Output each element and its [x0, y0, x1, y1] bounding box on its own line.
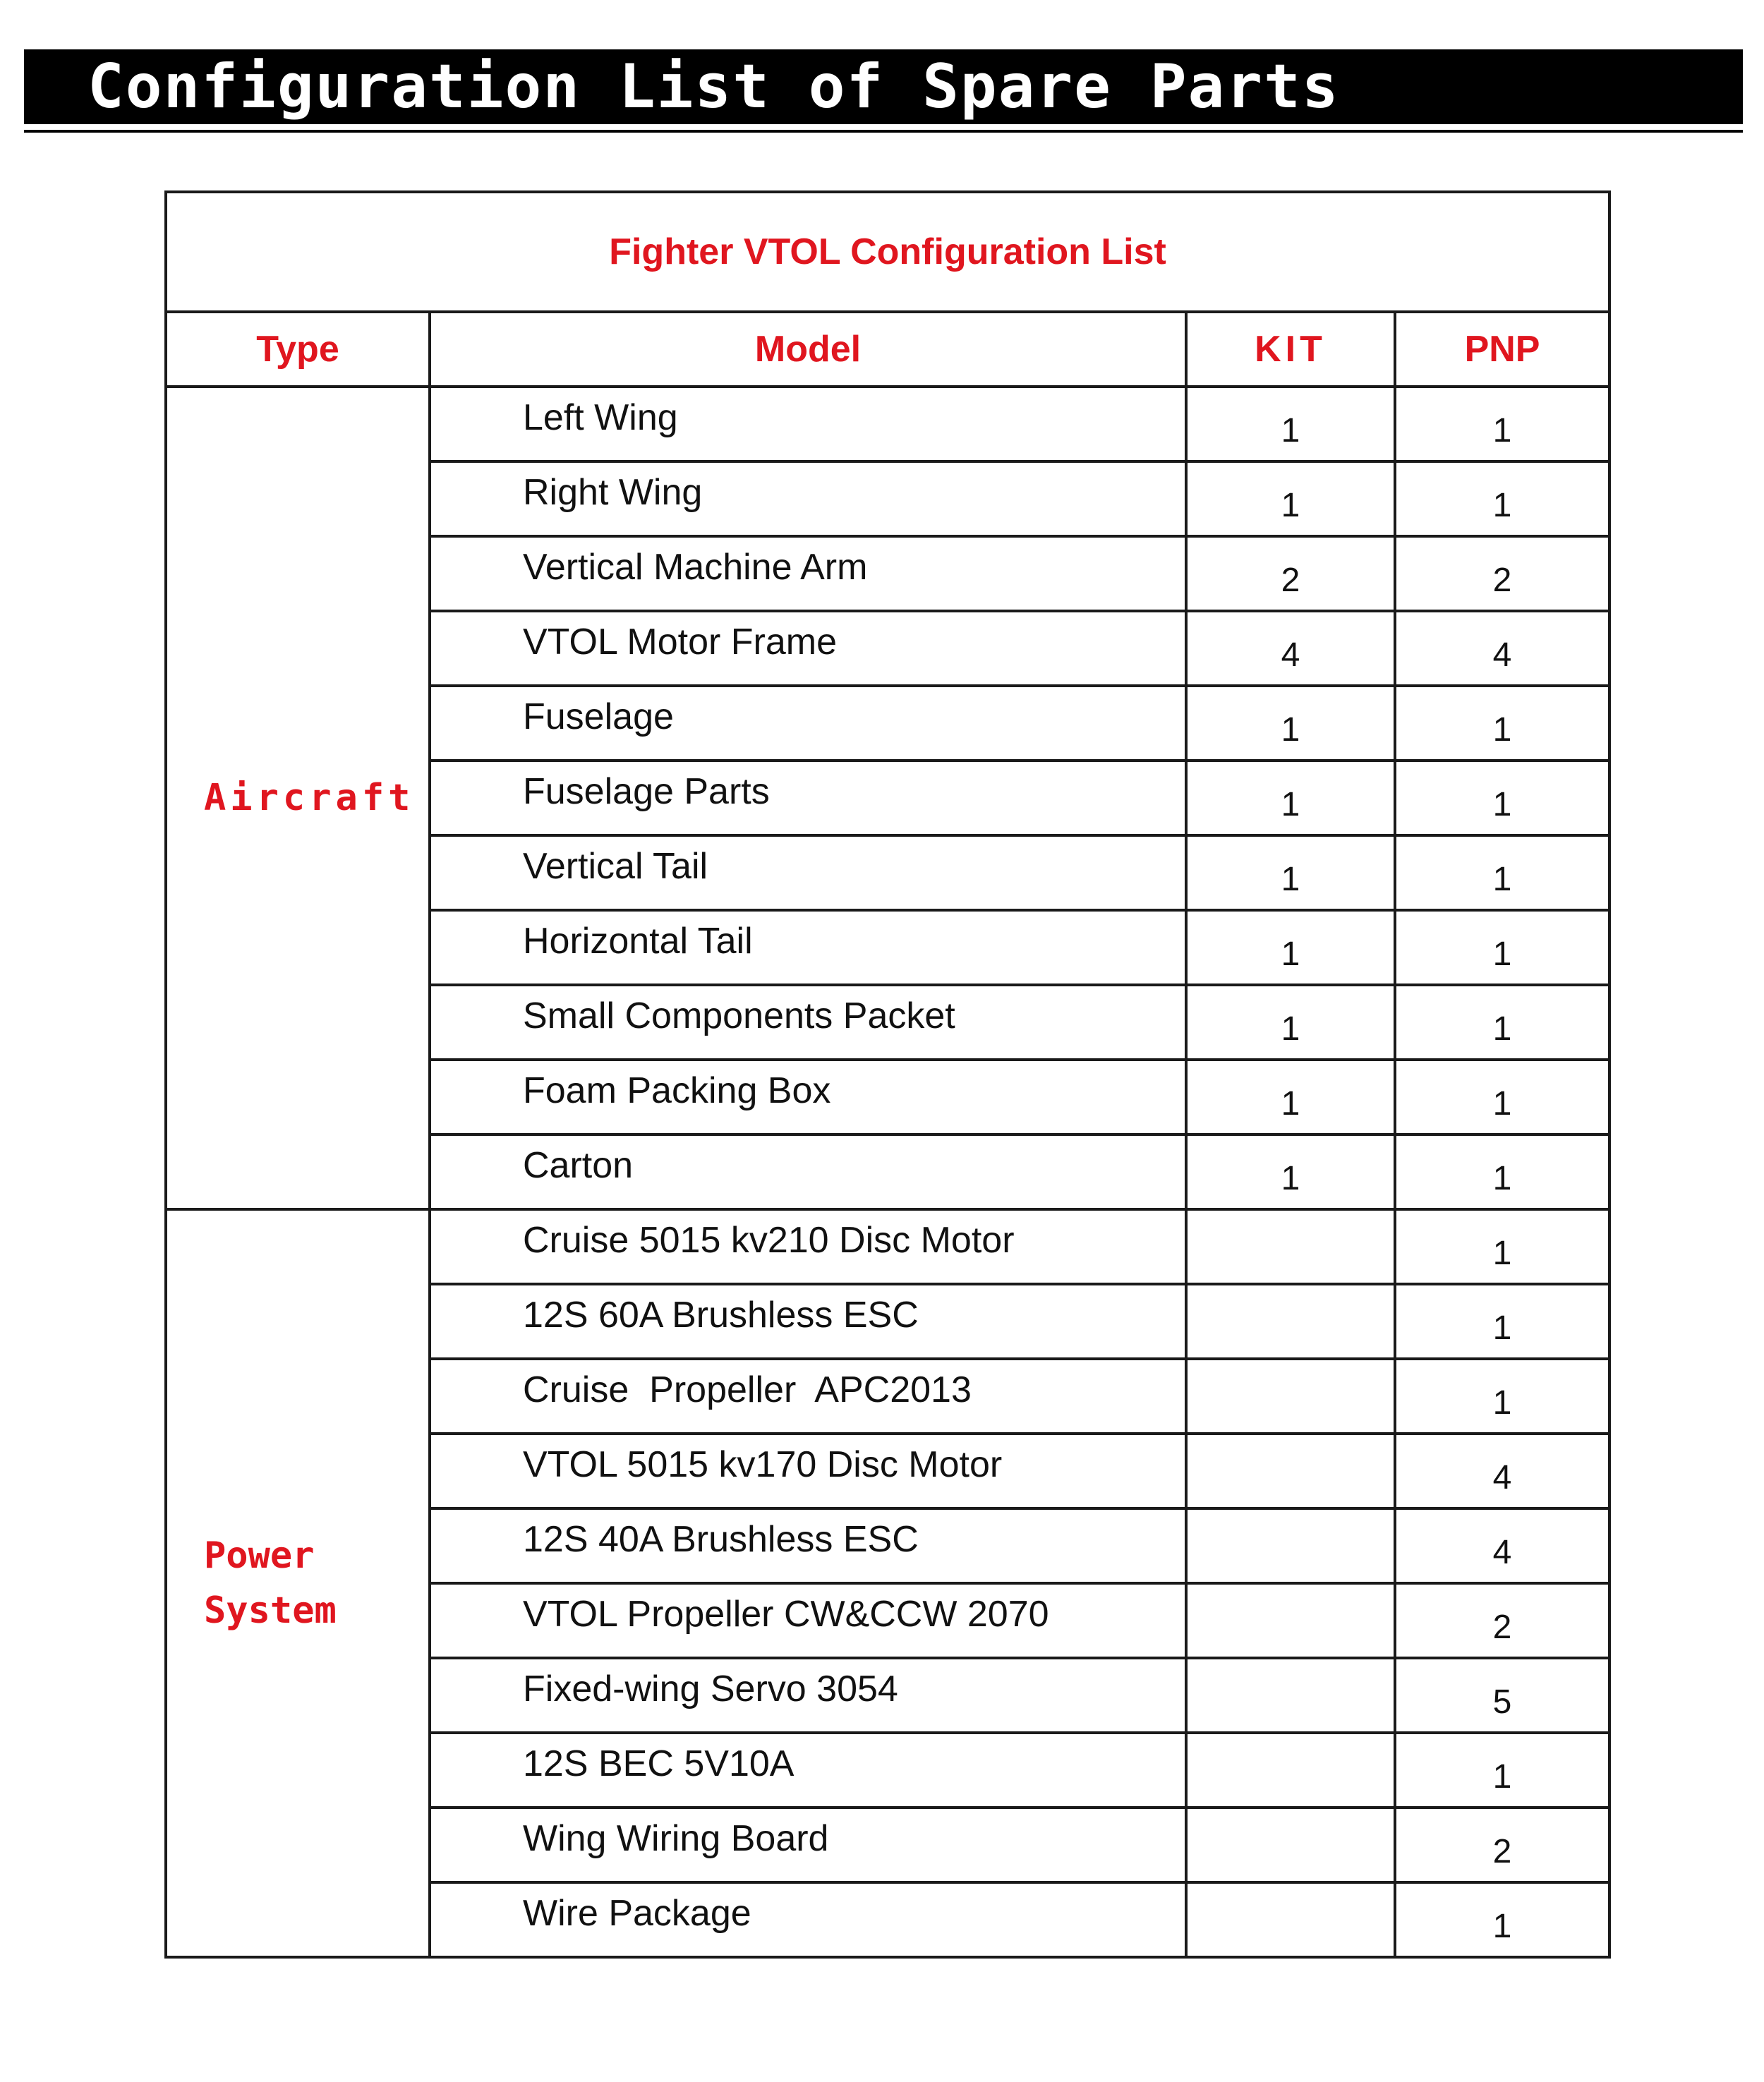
pnp-qty-cell: 1: [1395, 835, 1609, 910]
kit-qty-cell: 1: [1186, 387, 1395, 461]
model-cell: 12S BEC 5V10A: [430, 1733, 1186, 1808]
pnp-qty-cell: 1: [1395, 1733, 1609, 1808]
model-cell: VTOL Motor Frame: [430, 611, 1186, 686]
model-cell: Vertical Tail: [430, 835, 1186, 910]
kit-qty-cell: 1: [1186, 761, 1395, 835]
kit-qty-cell: [1186, 1434, 1395, 1508]
pnp-qty-cell: 5: [1395, 1658, 1609, 1733]
pnp-qty-cell: 1: [1395, 1060, 1609, 1134]
column-header-type: Type: [166, 312, 430, 387]
kit-qty-cell: 1: [1186, 910, 1395, 985]
pnp-qty-cell: 1: [1395, 387, 1609, 461]
kit-qty-cell: [1186, 1882, 1395, 1957]
kit-qty-cell: 1: [1186, 835, 1395, 910]
model-cell: Small Components Packet: [430, 985, 1186, 1060]
model-cell: Right Wing: [430, 461, 1186, 536]
pnp-qty-cell: 1: [1395, 985, 1609, 1060]
title-underline: [24, 130, 1743, 133]
type-label: Power: [204, 1535, 315, 1577]
title-banner: [24, 49, 1743, 124]
kit-qty-cell: 1: [1186, 1060, 1395, 1134]
pnp-qty-cell: 1: [1395, 1359, 1609, 1434]
model-cell: 12S 60A Brushless ESC: [430, 1284, 1186, 1359]
kit-qty-cell: [1186, 1733, 1395, 1808]
pnp-qty-cell: 2: [1395, 1808, 1609, 1882]
kit-qty-cell: [1186, 1508, 1395, 1583]
pnp-qty-cell: 1: [1395, 1284, 1609, 1359]
model-cell: Fixed-wing Servo 3054: [430, 1658, 1186, 1733]
table-row: [166, 1209, 1609, 1284]
pnp-qty-cell: 1: [1395, 461, 1609, 536]
model-cell: VTOL 5015 kv170 Disc Motor: [430, 1434, 1186, 1508]
model-cell: Left Wing: [430, 387, 1186, 461]
type-label-line2: System: [204, 1590, 337, 1632]
pnp-qty-cell: 1: [1395, 761, 1609, 835]
model-cell: VTOL Propeller CW&CCW 2070: [430, 1583, 1186, 1658]
kit-qty-cell: 1: [1186, 1134, 1395, 1209]
table-caption: Fighter VTOL Configuration List: [166, 192, 1609, 312]
model-cell: Vertical Machine Arm: [430, 536, 1186, 611]
pnp-qty-cell: 4: [1395, 1508, 1609, 1583]
kit-qty-cell: 2: [1186, 536, 1395, 611]
model-cell: Wire Package: [430, 1882, 1186, 1957]
column-header-kit: KIT: [1186, 312, 1395, 387]
kit-qty-cell: [1186, 1209, 1395, 1284]
model-cell: Cruise Propeller APC2013: [430, 1359, 1186, 1434]
type-cell: [166, 1209, 430, 1957]
pnp-qty-cell: 2: [1395, 536, 1609, 611]
kit-qty-cell: 1: [1186, 686, 1395, 761]
pnp-qty-cell: 2: [1395, 1583, 1609, 1658]
model-cell: Wing Wiring Board: [430, 1808, 1186, 1882]
pnp-qty-cell: 1: [1395, 1134, 1609, 1209]
pnp-qty-cell: 1: [1395, 686, 1609, 761]
type-label: Aircraft: [204, 777, 415, 819]
caption-row: [166, 192, 1609, 312]
page-title: Configuration List of Spare Parts: [87, 52, 1340, 122]
kit-qty-cell: [1186, 1808, 1395, 1882]
kit-qty-cell: [1186, 1583, 1395, 1658]
pnp-qty-cell: 4: [1395, 611, 1609, 686]
configuration-table: [164, 190, 1611, 1959]
model-cell: 12S 40A Brushless ESC: [430, 1508, 1186, 1583]
table-row: [166, 387, 1609, 461]
pnp-qty-cell: 1: [1395, 910, 1609, 985]
kit-qty-cell: [1186, 1284, 1395, 1359]
kit-qty-cell: 1: [1186, 461, 1395, 536]
pnp-qty-cell: 1: [1395, 1882, 1609, 1957]
kit-qty-cell: [1186, 1658, 1395, 1733]
kit-qty-cell: 1: [1186, 985, 1395, 1060]
column-header-pnp: PNP: [1395, 312, 1609, 387]
model-cell: Fuselage Parts: [430, 761, 1186, 835]
column-header-model: Model: [430, 312, 1186, 387]
kit-qty-cell: 4: [1186, 611, 1395, 686]
pnp-qty-cell: 1: [1395, 1209, 1609, 1284]
model-cell: Foam Packing Box: [430, 1060, 1186, 1134]
header-row: [166, 312, 1609, 387]
model-cell: Fuselage: [430, 686, 1186, 761]
model-cell: Horizontal Tail: [430, 910, 1186, 985]
pnp-qty-cell: 4: [1395, 1434, 1609, 1508]
model-cell: Cruise 5015 kv210 Disc Motor: [430, 1209, 1186, 1284]
model-cell: Carton: [430, 1134, 1186, 1209]
kit-qty-cell: [1186, 1359, 1395, 1434]
type-cell: [166, 387, 430, 1209]
